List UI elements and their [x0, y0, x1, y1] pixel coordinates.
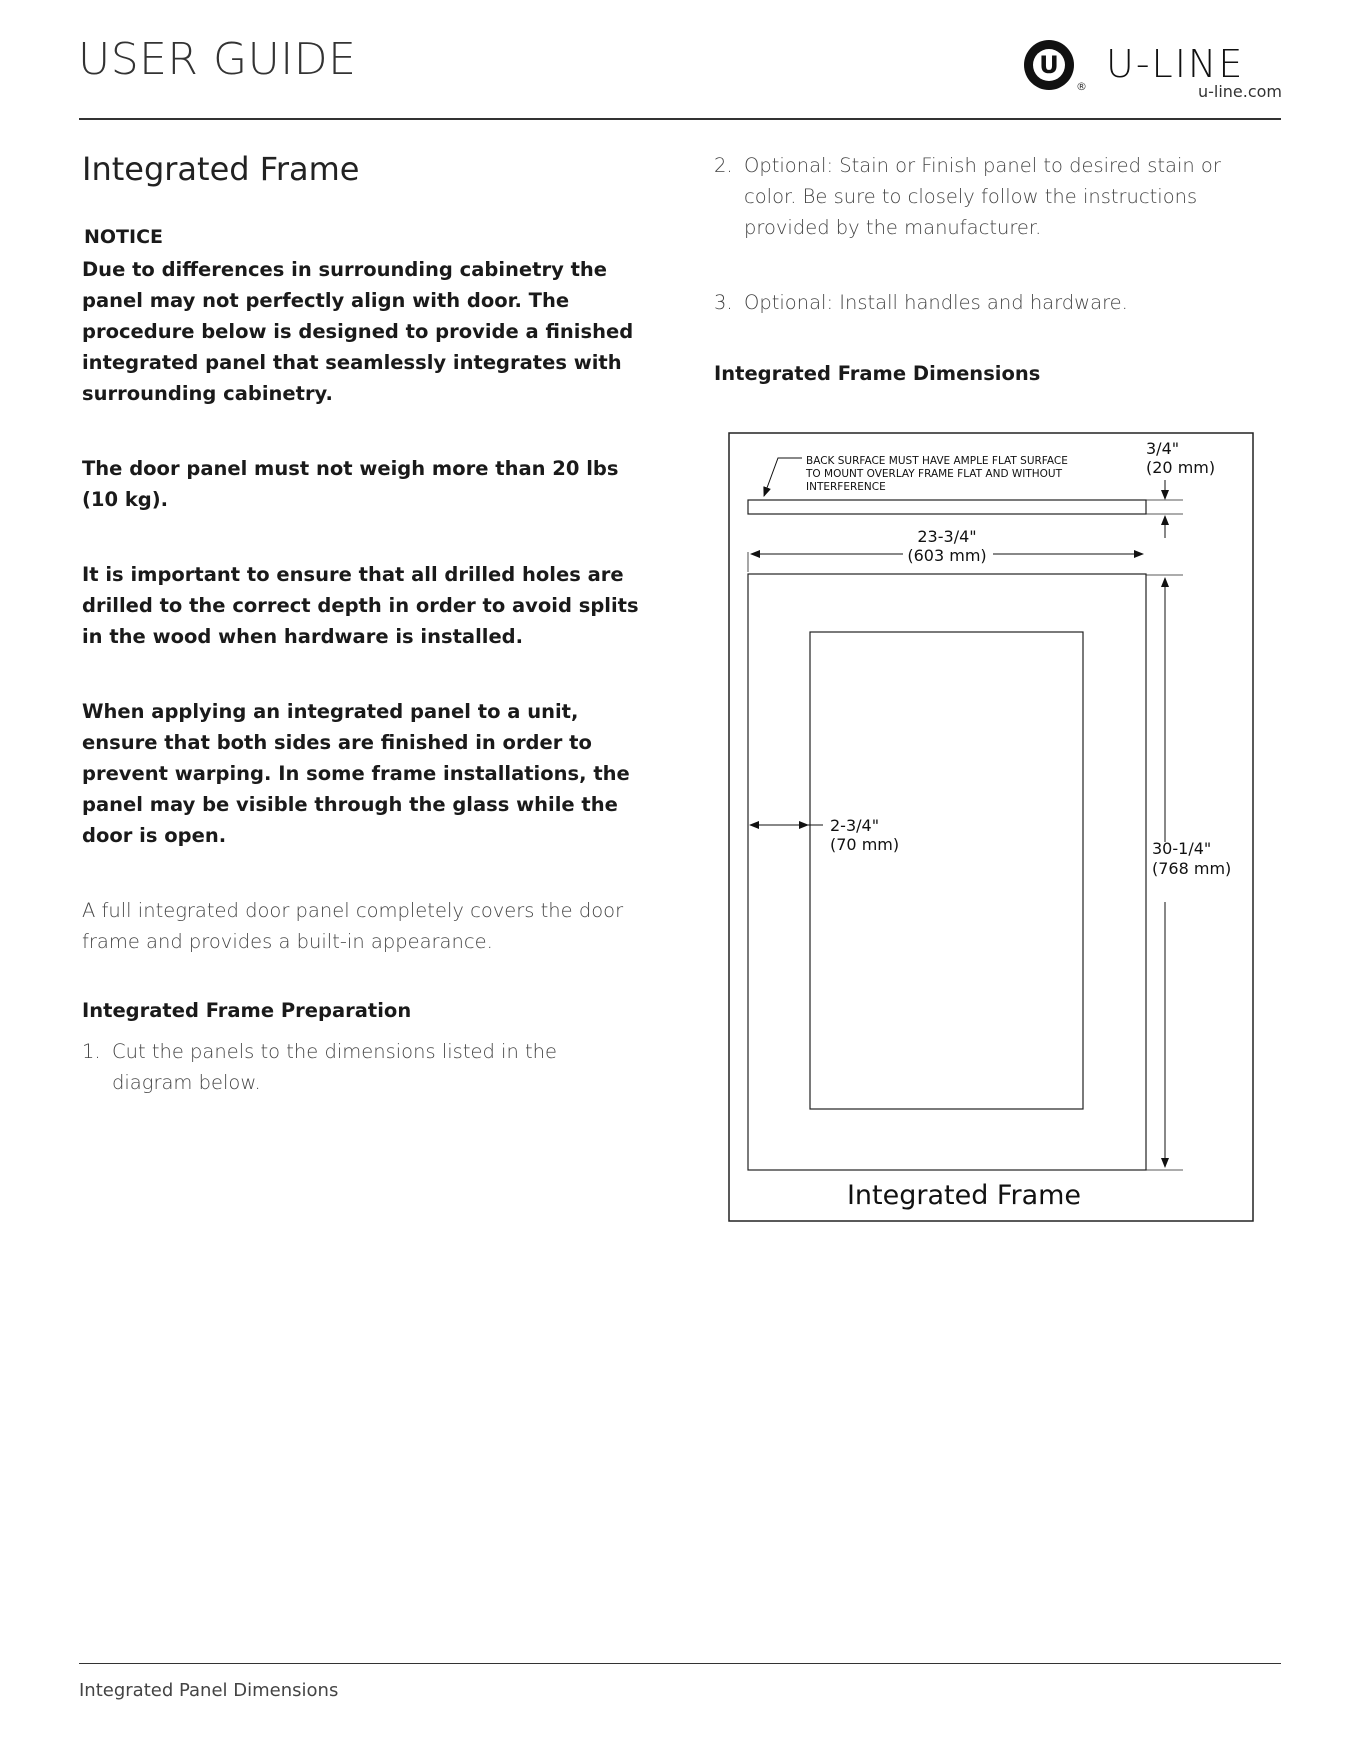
dimensions-heading: Integrated Frame Dimensions — [714, 362, 1041, 385]
frame-edge-view — [748, 500, 1146, 514]
thickness-label-in: 3/4" — [1146, 439, 1180, 458]
height-label-mm: (768 mm) — [1152, 859, 1232, 878]
border-label-mm: (70 mm) — [830, 835, 900, 854]
note-line-3: INTERFERENCE — [806, 481, 886, 493]
step-1-text: Cut the panels to the dimensions listed in the diagram below. — [112, 1040, 558, 1094]
width-label-mm: (603 mm) — [907, 546, 987, 565]
left-column — [82, 150, 642, 1098]
frame-outer — [748, 574, 1146, 1170]
note-line-1: BACK SURFACE MUST HAVE AMPLE FLAT SURFACE — [806, 455, 1068, 467]
logo-letter: U — [1039, 51, 1059, 79]
registered-mark: ® — [1076, 80, 1087, 93]
u-line-logo — [1020, 36, 1280, 106]
border-label-in: 2-3/4" — [830, 816, 880, 835]
notice-paragraph-3: It is important to ensure that all drilled holes are drilled to the correct depth in order to avoid splits in the wood when hardware is installed. — [82, 563, 639, 648]
notice-paragraph-4: When applying an integrated panel to a unit, ensure that both sides are finished in order to prevent warping. In some frame installations, the panel may be visible through the glass while the door is open. — [82, 700, 630, 847]
step-3-text: Optional: Install handles and hardware. — [744, 291, 1128, 314]
step-3-number: 3. — [714, 291, 733, 314]
step-2 — [714, 150, 1274, 243]
notice-paragraph-2: The door panel must not weigh more than 20 lbs (10 kg). — [82, 457, 619, 511]
footer-divider — [79, 1663, 1281, 1664]
page-header-title: USER GUIDE — [78, 34, 357, 85]
logo-url: u-line.com — [1197, 82, 1282, 101]
step-2-number: 2. — [714, 154, 733, 177]
step-1-number: 1. — [82, 1040, 101, 1063]
note-leader — [764, 458, 802, 496]
step-1 — [82, 1036, 642, 1098]
width-label-in: 23-3/4" — [917, 527, 977, 546]
note-line-2: TO MOUNT OVERLAY FRAME FLAT AND WITHOUT — [806, 468, 1063, 480]
right-column — [714, 150, 1274, 399]
section-title: Integrated Frame — [82, 150, 360, 188]
integrated-frame-diagram — [728, 432, 1254, 1226]
frame-opening — [810, 632, 1083, 1109]
intro-paragraph: A full integrated door panel completely covers the door frame and provides a built-in appearance. — [82, 899, 624, 953]
preparation-heading: Integrated Frame Preparation — [82, 999, 412, 1022]
diagram-border — [729, 433, 1253, 1221]
header-divider — [79, 118, 1281, 120]
logo-wordmark: U-LINE — [1106, 42, 1245, 86]
step-3 — [714, 287, 1274, 318]
step-2-text: Optional: Stain or Finish panel to desired stain or color. Be sure to closely follow the instructions provided by the manufacturer. — [744, 154, 1221, 239]
diagram-caption: Integrated Frame — [846, 1180, 1082, 1211]
thickness-label-mm: (20 mm) — [1146, 458, 1216, 477]
height-label-in: 30-1/4" — [1152, 839, 1212, 858]
footer-label: Integrated Panel Dimensions — [79, 1680, 339, 1701]
u-line-logo-icon — [1024, 40, 1074, 90]
notice-paragraph-1: Due to differences in surrounding cabinetry the panel may not perfectly align with door. The procedure below is designed to provide a finished integrated panel that seamlessly integrates with surrounding cabinetry. — [82, 258, 634, 405]
notice-heading: NOTICE — [84, 226, 164, 248]
